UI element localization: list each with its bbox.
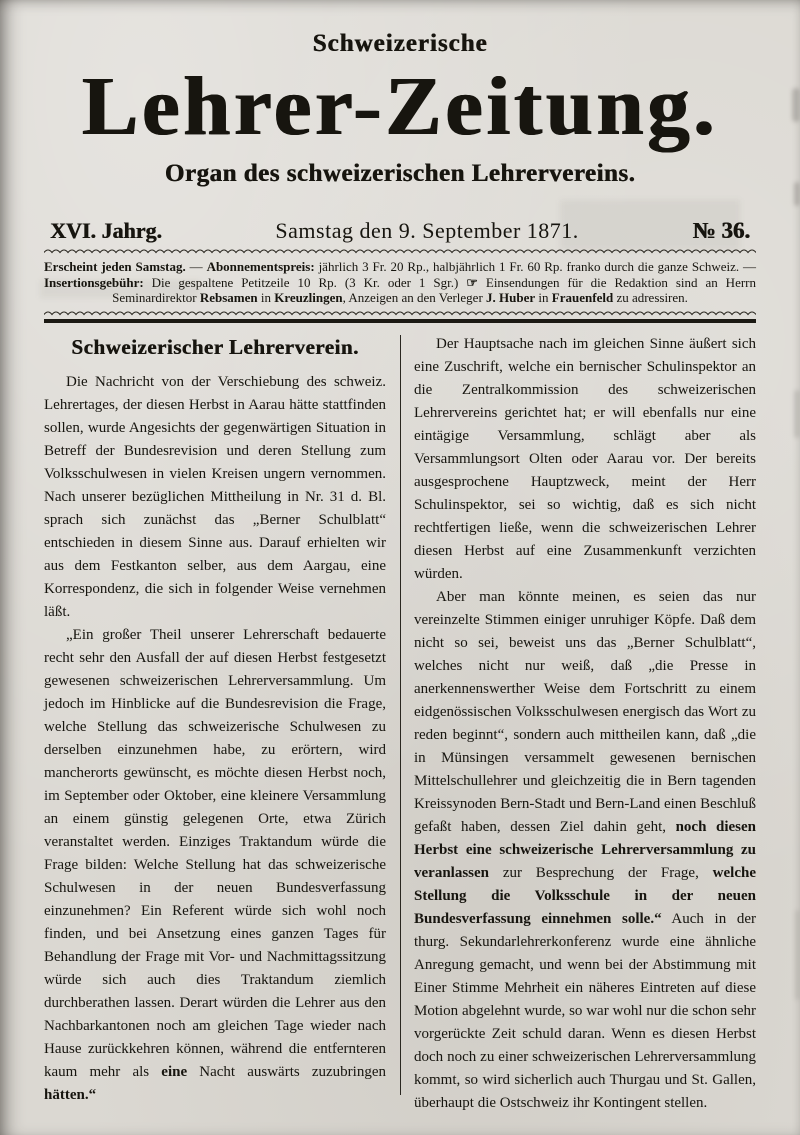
article-paragraph (44, 624, 386, 1107)
wavy-rule (44, 248, 756, 255)
text-run: J. Huber (486, 290, 536, 306)
article-paragraph (44, 371, 386, 624)
text-run: zu adressiren. (613, 290, 688, 306)
text-run: , Anzeigen an den Verleger (342, 290, 487, 306)
left-column-body (44, 371, 386, 1107)
text-run: zur Besprechung der Frage, (489, 864, 713, 881)
text-run: in (535, 290, 552, 306)
newspaper-title: Lehrer-Zeitung. (81, 60, 719, 153)
left-column (44, 333, 386, 1107)
column-divider (400, 335, 401, 1095)
text-run: Rebsamen (199, 290, 258, 306)
volume-label: XVI. Jahrg. (50, 218, 162, 244)
text-run: Aber man könnte meinen, es seien das nur vereinzelte Stimmen einiger unruhiger Köpfe. Daß dem nicht so sei, beweist uns das „Berner Schulblatt“, welches nicht nur weiß, daß „die Presse in anerkennenswerther Weise dem Fortschritt zu einem eidgenössischen Volksschulwesen energisch das Wort zu reden beginnt“, sondern auch mittheilen kann, daß „die in Münsingen versammelt gewesenen bernischen Mittelschullehrer und gleichzeitig die in Bern tagenden Kreissynoden Bern-Stadt und Bern-Land einen Beschluß gefaßt haben, dessen Ziel dahin geht, (414, 588, 757, 835)
right-column (414, 333, 756, 1115)
manicule-icon: ☞ (466, 274, 486, 290)
text-run: Frauenfeld (551, 290, 614, 306)
text-run: Abonnementspreis: (206, 259, 315, 275)
masthead-overline: Schweizerische (312, 30, 488, 57)
text-run: jährlich 3 Fr. 20 Rp., halbjährlich 1 Fr. 60 Rp. franko durch die ganze Schweiz. — (314, 259, 757, 275)
text-run: Die gespaltene Petitzeile 10 Rp. (3 Kr. oder 1 Sgr.) (143, 274, 467, 290)
text-run: Auch in der thurg. Sekundarlehrerkonferenz wurde eine ähnliche Anregung gemacht, und wenn bei der Abstimmung mit Einer Stimme Mehrheit ein näheres Eintreten auf diese Motion abgelehnt wurde, so war wohl nur die schon sehr vorgerückte Zeit schuld daran. Wenn es diesen Herbst doch noch zu einer schweizerischen Lehrerversammlung kommt, so wird sicherlich auch Thurgau und St. Gallen, überhaupt die Ostschweiz ihr Kontingent stellen. (414, 910, 756, 1111)
wavy-rule (44, 310, 756, 317)
text-run: Einsendungen für die Redaktion sind an Herrn Seminardirektor (112, 274, 757, 306)
text-run: eine (161, 1063, 188, 1080)
right-column-body (414, 333, 756, 1115)
text-run: „Ein großer Theil unserer Lehrerschaft bedauerte recht sehr den Ausfall der auf diesen Herbst festgesetzt gewesenen schweizerischen Lehrerversammlung. Um jedoch im Hinblicke auf die Bundesrevision die Frage, welche Stellung das schweizerische Schulwesen zu derselben einzunehmen habe, zu erörtern, wird mancherorts gewünscht, es möchte diesen Herbst noch, im September oder Oktober, eine kleinere Versammlung an einem günstig gelegenen Orte, etwa Zürich veranstaltet werden. Einziges Traktandum würde die Frage bilden: Welche Stellung hat das schweizerische Schulwesen in der neuen Bundesverfassung einzunehmen? Ein Referent würde sich wohl noch finden, und bei Ansetzung eines ganzen Tages für Behandlung der Frage mit Vor- und Nachmittagssitzung würde sich auch dies Traktandum ziemlich durchberathen lassen. Derart würden die Lehrer aus den Nachbarkantonen noch am gleichen Tage wieder nach Hause zurückkehren können, während die entfernteren kaum mehr als (44, 626, 386, 1080)
newspaper-subtitle: Organ des schweizerischen Lehrervereins. (164, 160, 636, 188)
text-run: Nacht auswärts zuzubringen (187, 1063, 387, 1080)
article-columns (44, 333, 756, 1115)
text-run: in (257, 290, 275, 306)
text-run: Kreuzlingen (274, 290, 343, 306)
article-paragraph (414, 586, 756, 1115)
article-heading: Schweizerischer Lehrerverein. (71, 334, 359, 359)
article-paragraph (414, 333, 756, 586)
text-run: — (185, 259, 207, 275)
issue-date: Samstag den 9. September 1871. (275, 218, 579, 244)
text-run: Die Nachricht von der Verschiebung des schweiz. Lehrertages, der diesen Herbst in Aarau hätte stattfinden sollen, wurde Angesichts der gegenwärtigen Situation in Betreff der Bundesrevision und deren Stellung zum Volksschulwesen in vielen Kreisen ungern vernommen. Nach unserer bezüglichen Mittheilung in Nr. 31 d. Bl. sprach sich zunächst das „Berner Schulblatt“ entschieden in diesem Sinne aus. Darauf erhielten wir aus dem Festkanton selber, aus dem Aargau, eine Korrespondenz, die sich in folgender Weise vernehmen läßt. (44, 373, 386, 620)
dateline (44, 218, 756, 244)
text-run: Der Hauptsache nach im gleichen Sinne äußert sich eine Zuschrift, welche ein bernischer Schulinspektor an die Zentralkommission des schweizerischen Lehrervereins gerichtet hat; er will ebenfalls nur eine eintägige Versammlung, schlägt aber als Versammlungsort Olten oder Aarau vor. Der bereits ausgesprochene Hauptzweck, meint der Herr Schulinspektor, sei so wichtig, daß es sich nicht rechtfertigen ließe, wenn die schweizerischen Lehrer diesen Herbst auf eine Zusammenkunft verzichten würden. (414, 335, 756, 582)
thick-rule (44, 319, 756, 323)
text-run: noch diesen Herbst eine schweizerische Lehrerversammlung zu veranlassen (414, 818, 756, 881)
issue-number: № 36. (692, 218, 750, 244)
text-run: welche Stellung die Volksschule in der neuen Bundesverfassung einnehmen solle.“ (414, 864, 756, 927)
imprint-text (44, 259, 756, 306)
text-run: Insertionsgebühr: (44, 274, 144, 290)
text-run: hätten.“ (44, 1086, 97, 1103)
text-run: Erscheint jeden Samstag. (44, 259, 186, 275)
masthead (44, 30, 756, 188)
